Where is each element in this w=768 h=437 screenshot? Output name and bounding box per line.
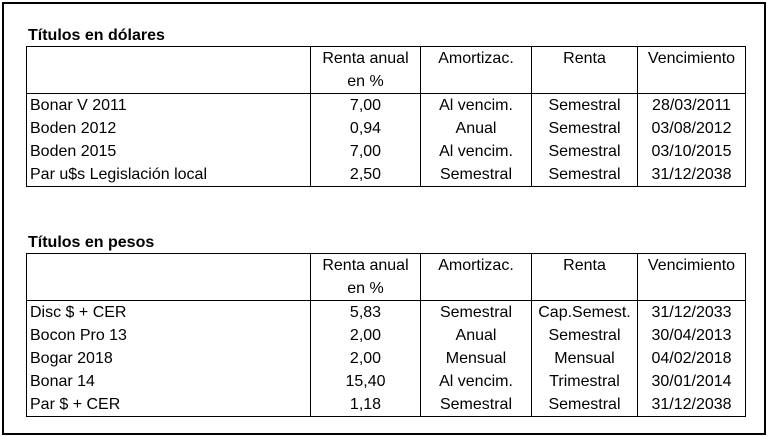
- cell-renta: Semestral: [532, 140, 638, 163]
- cell-amortizac: Semestral: [421, 393, 532, 417]
- cell-name: Bonar V 2011: [27, 94, 311, 118]
- table-row: [27, 94, 746, 118]
- cell-vencimiento: 03/10/2015: [638, 140, 746, 163]
- header-name: [27, 254, 311, 278]
- table-row: [27, 324, 746, 347]
- cell-renta: Semestral: [532, 117, 638, 140]
- cell-amortizac: Semestral: [421, 163, 532, 187]
- cell-renta-anual: 15,40: [311, 370, 421, 393]
- cell-renta-anual: 2,00: [311, 347, 421, 370]
- cell-name: Bonar 14: [27, 370, 311, 393]
- table-pesos: [26, 253, 746, 417]
- cell-vencimiento: 28/03/2011: [638, 94, 746, 118]
- cell-renta: Mensual: [532, 347, 638, 370]
- cell-renta: Semestral: [532, 324, 638, 347]
- section-title-dolares: Títulos en dólares: [28, 27, 165, 44]
- cell-name: Bocon Pro 13: [27, 324, 311, 347]
- header-amortizac: Amortizac.: [421, 254, 532, 278]
- table-row: [27, 117, 746, 140]
- cell-vencimiento: 04/02/2018: [638, 347, 746, 370]
- cell-name: Par u$s Legislación local: [27, 163, 311, 187]
- cell-name: Boden 2012: [27, 117, 311, 140]
- header-vencimiento: Vencimiento: [638, 47, 746, 71]
- table-row: [27, 140, 746, 163]
- section-pesos: [26, 233, 746, 417]
- cell-renta: Trimestral: [532, 370, 638, 393]
- header-renta-anual: Renta anual: [311, 254, 421, 278]
- cell-amortizac: Al vencim.: [421, 140, 532, 163]
- cell-renta-anual: 2,00: [311, 324, 421, 347]
- cell-amortizac: Al vencim.: [421, 94, 532, 118]
- cell-amortizac: Mensual: [421, 347, 532, 370]
- cell-renta-anual: 2,50: [311, 163, 421, 187]
- cell-amortizac: Al vencim.: [421, 370, 532, 393]
- cell-name: Disc $ + CER: [27, 301, 311, 325]
- section-title-pesos: Títulos en pesos: [28, 234, 155, 251]
- cell-renta-anual: 7,00: [311, 94, 421, 118]
- section-dolares: [26, 26, 746, 187]
- cell-name: Par $ + CER: [27, 393, 311, 417]
- cell-renta: Semestral: [532, 94, 638, 118]
- cell-renta-anual: 7,00: [311, 140, 421, 163]
- cell-amortizac: Anual: [421, 324, 532, 347]
- table-row: [27, 347, 746, 370]
- table-body-dolares: [27, 94, 746, 187]
- table-row: [27, 393, 746, 417]
- cell-amortizac: Anual: [421, 117, 532, 140]
- cell-renta: Semestral: [532, 393, 638, 417]
- header-amortizac: Amortizac.: [421, 47, 532, 71]
- cell-vencimiento: 31/12/2033: [638, 301, 746, 325]
- header-renta: Renta: [532, 47, 638, 71]
- header-renta-anual-unit: en %: [311, 70, 421, 94]
- cell-vencimiento: 31/12/2038: [638, 393, 746, 417]
- cell-renta-anual: 0,94: [311, 117, 421, 140]
- table-dolares: [26, 46, 746, 187]
- cell-name: Boden 2015: [27, 140, 311, 163]
- document-frame: [2, 2, 766, 435]
- cell-renta-anual: 5,83: [311, 301, 421, 325]
- table-row: [27, 301, 746, 325]
- cell-renta: Semestral: [532, 163, 638, 187]
- cell-amortizac: Semestral: [421, 301, 532, 325]
- cell-vencimiento: 31/12/2038: [638, 163, 746, 187]
- cell-vencimiento: 30/04/2013: [638, 324, 746, 347]
- header-vencimiento: Vencimiento: [638, 254, 746, 278]
- cell-name: Bogar 2018: [27, 347, 311, 370]
- cell-vencimiento: 30/01/2014: [638, 370, 746, 393]
- header-renta-anual-unit: en %: [311, 277, 421, 301]
- cell-vencimiento: 03/08/2012: [638, 117, 746, 140]
- table-body-pesos: [27, 301, 746, 417]
- cell-renta: Cap.Semest.: [532, 301, 638, 325]
- table-row: [27, 163, 746, 187]
- header-renta: Renta: [532, 254, 638, 278]
- cell-renta-anual: 1,18: [311, 393, 421, 417]
- header-renta-anual: Renta anual: [311, 47, 421, 71]
- table-row: [27, 370, 746, 393]
- header-name: [27, 47, 311, 71]
